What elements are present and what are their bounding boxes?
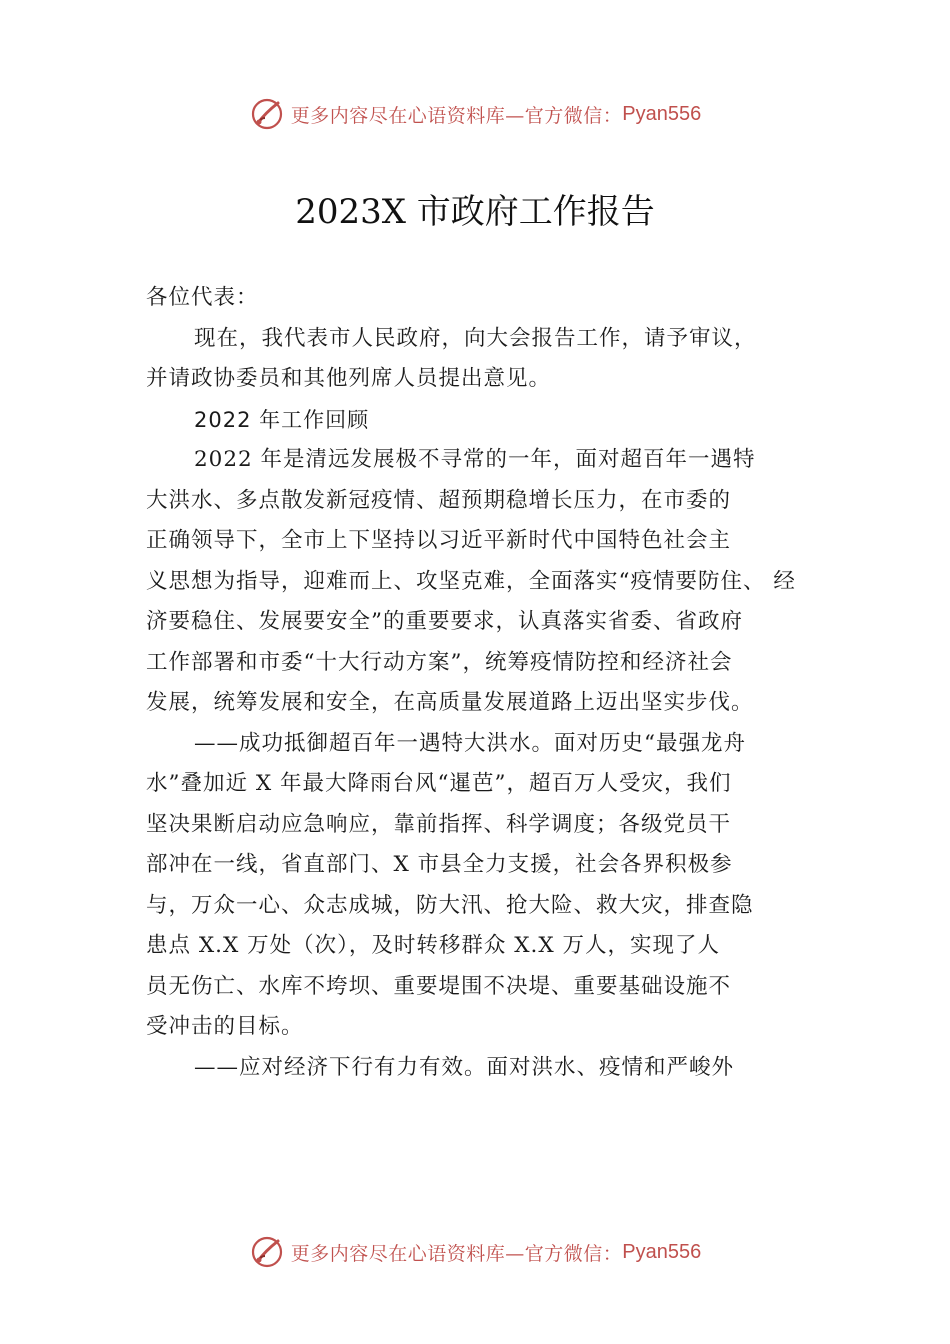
header-banner: [0, 94, 950, 134]
text-line: 水”叠加近 X 年最大降雨台风“暹芭”，超百万人受灾，我们: [146, 771, 732, 796]
text-line: 发展，统筹发展和安全，在高质量发展道路上迈出坚实步伐。: [146, 690, 754, 715]
text-line: 工作部署和市委“十大行动方案”，统筹疫情防控和经济社会: [146, 649, 733, 675]
text-line: ——应对经济下行有力有效。面对洪水、疫情和严峻外: [194, 1054, 735, 1080]
text-line: 大洪水、多点散发新冠疫情、超预期稳增长压力，在市委的: [146, 487, 732, 513]
text-line: 现在，我代表市人民政府，向大会报告工作，请予审议，: [194, 325, 757, 351]
text-line: 济要稳住、发展要安全”的重要要求，认真落实省委、省政府: [146, 609, 743, 634]
greeting: 各位代表：: [146, 285, 259, 310]
page-title: 2023X 市政府工作报告: [295, 192, 655, 232]
header-wechat-id: Pyan556: [622, 102, 702, 125]
brush-logo-icon: [249, 96, 285, 132]
text-line: 员无伤亡、水库不垮坝、重要堤围不决堤、重要基础设施不: [146, 973, 732, 999]
text-line: 坚决果断启动应急响应，靠前指挥、科学调度；各级党员干: [146, 811, 732, 837]
text-line: ——成功抵御超百年一遇特大洪水。面对历史“最强龙舟: [194, 730, 746, 756]
text-line: 义思想为指导，迎难而上、攻坚克难，全面落实“疫情要防住、 经: [146, 568, 796, 594]
brush-logo-icon: [249, 1234, 285, 1270]
text-line: 受冲击的目标。: [146, 1014, 304, 1039]
text-line: 并请政协委员和其他列席人员提出意见。: [146, 366, 552, 391]
footer-banner-text: 更多内容尽在心语资料库—官方微信：: [290, 1242, 623, 1265]
text-line: 正确领导下，全市上下坚持以习近平新时代中国特色社会主: [146, 528, 732, 553]
paragraph-1: [146, 319, 811, 400]
footer-banner: [0, 1232, 950, 1272]
text-line: 部冲在一线，省直部门、X 市县全力支援，社会各界积极参: [146, 852, 733, 877]
footer-wechat-id: Pyan556: [622, 1240, 702, 1263]
document-body: [146, 278, 811, 1088]
paragraph-4: [146, 1048, 811, 1089]
paragraph-2: [146, 440, 811, 724]
text-line: 与，万众一心、众志成城，防大汛、抢大险、救大灾，排查隐: [146, 892, 754, 918]
paragraph-3: [146, 724, 811, 1048]
header-banner-text: 更多内容尽在心语资料库—官方微信：: [290, 104, 623, 127]
text-line: 2022 年是清远发展极不寻常的一年，面对超百年一遇特: [194, 447, 756, 472]
text-line: 患点 X.X 万处（次），及时转移群众 X.X 万人，实现了人: [146, 933, 720, 958]
section-heading: 2022 年工作回顾: [194, 407, 370, 432]
